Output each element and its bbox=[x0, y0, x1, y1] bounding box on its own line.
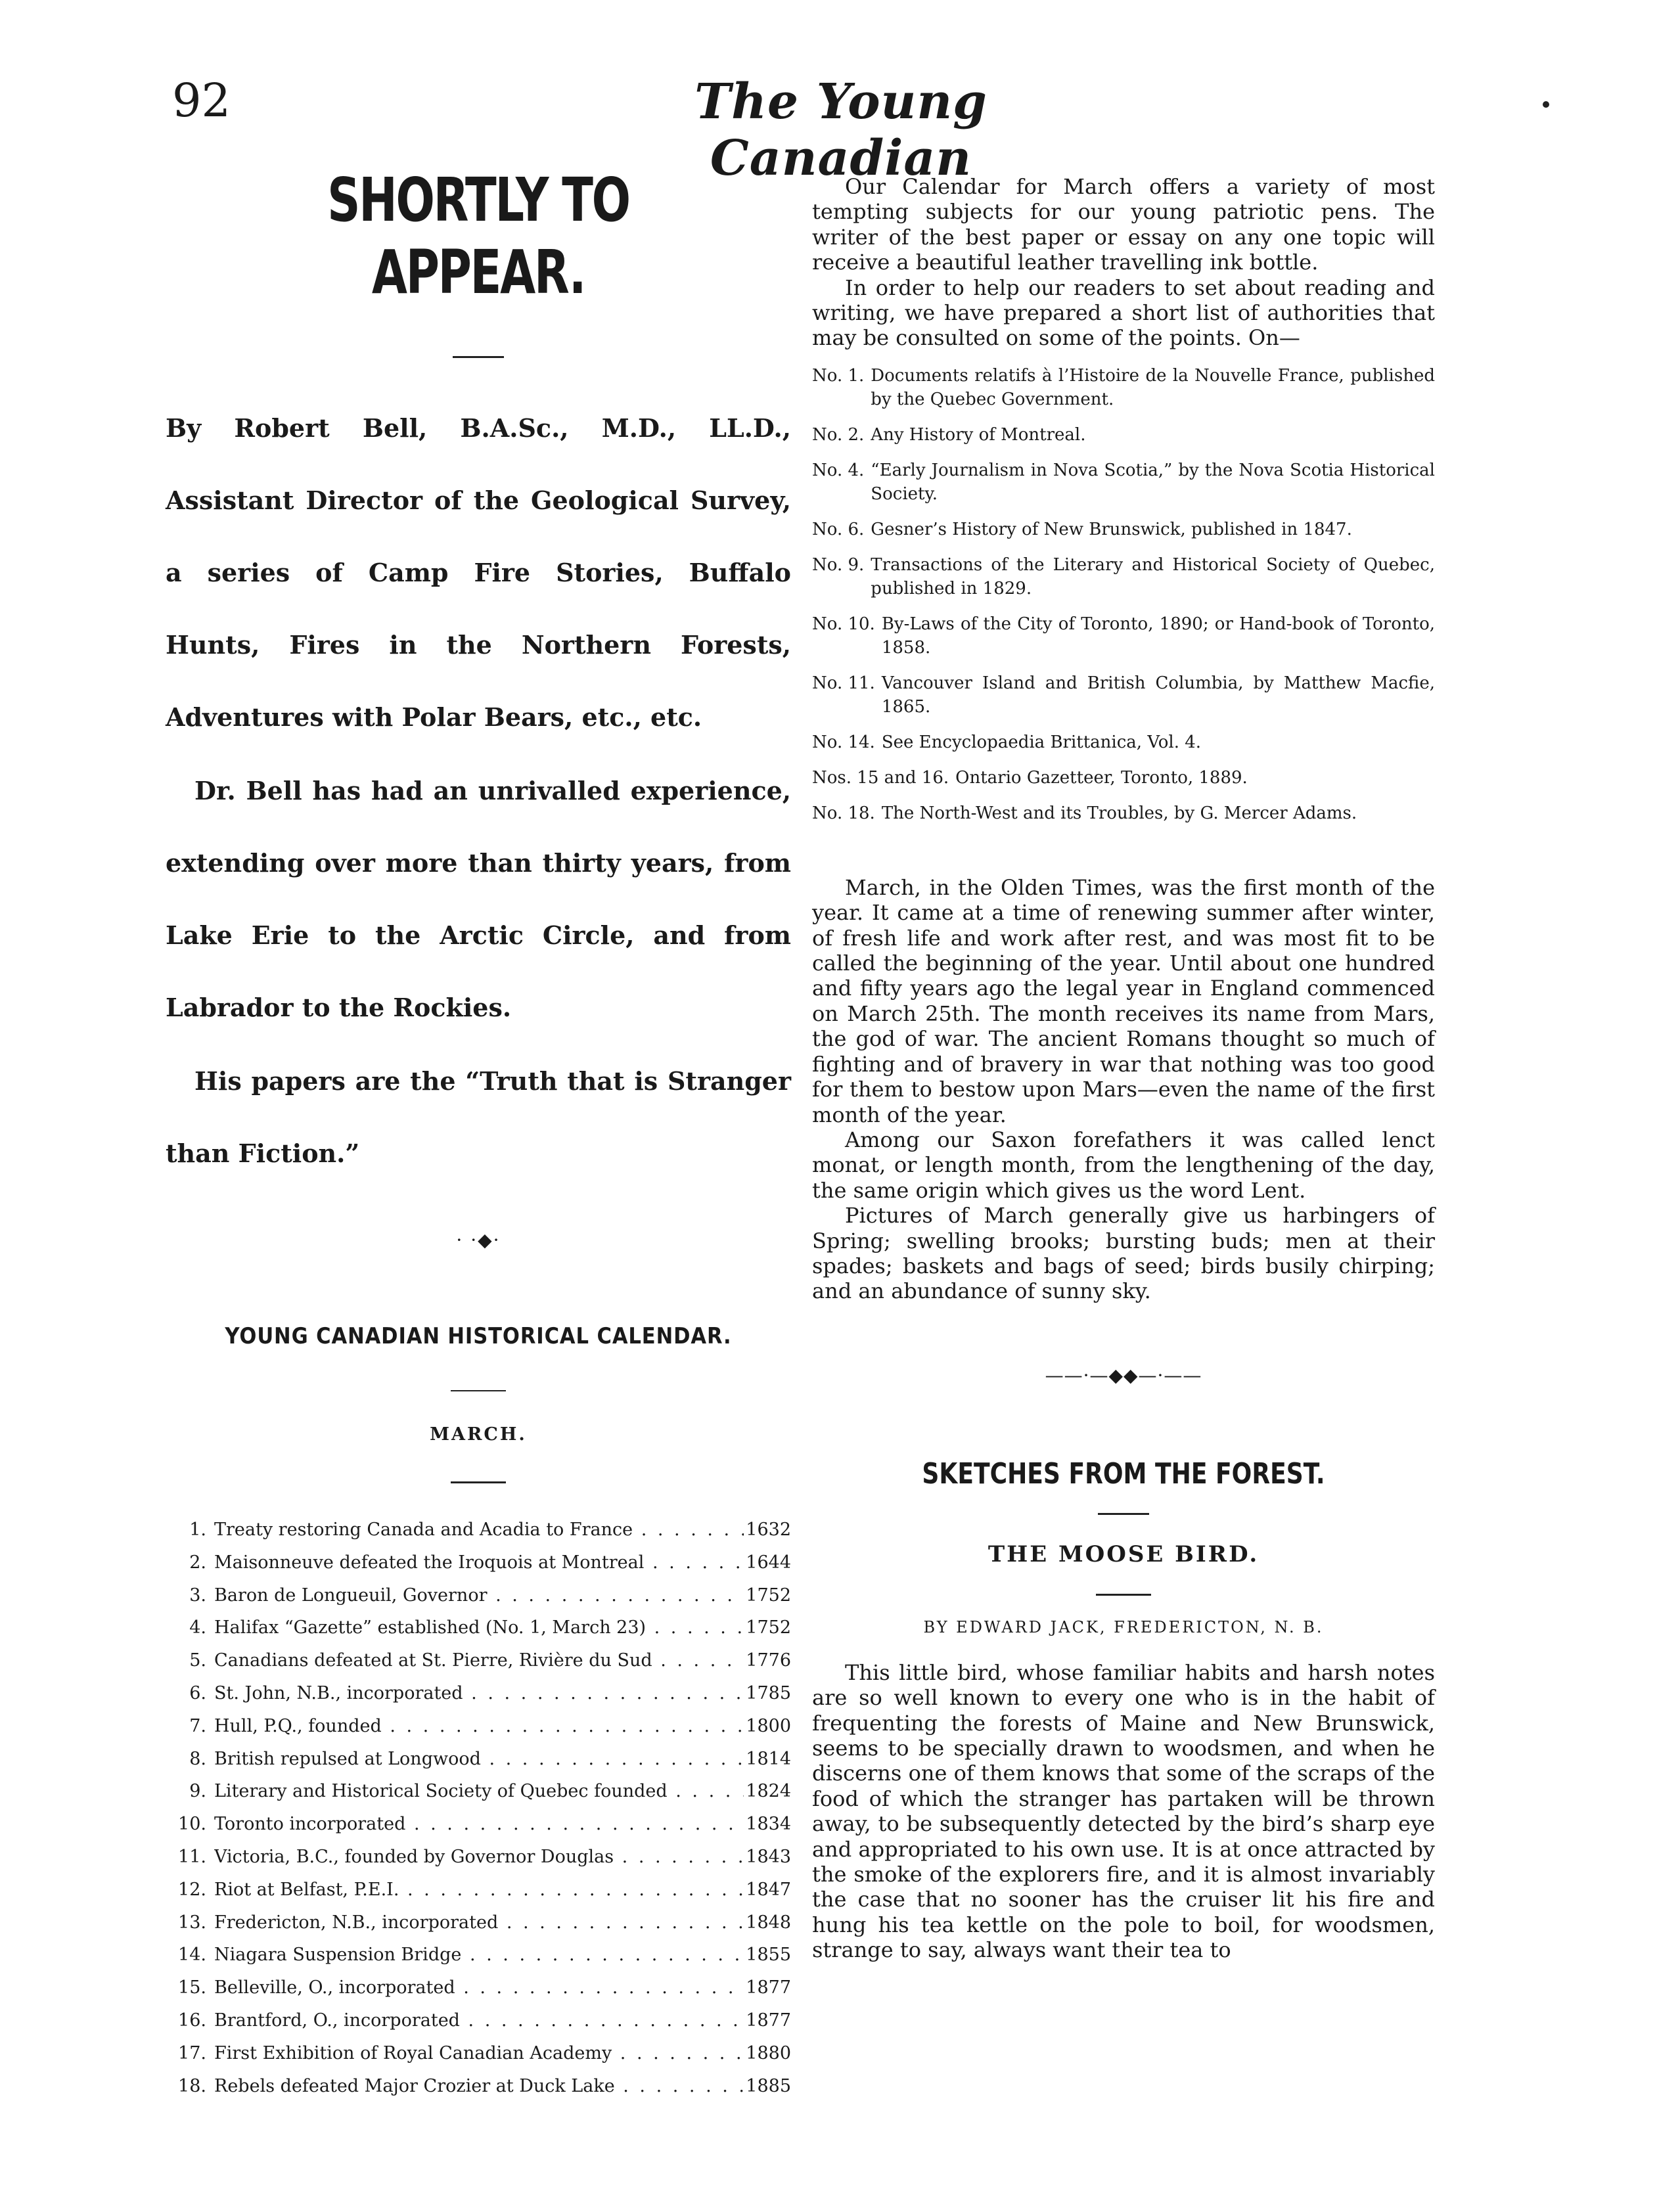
calendar-item bbox=[166, 2037, 791, 2070]
calendar-item-event: Victoria, B.C., founded by Governor Douglas . . bbox=[214, 1841, 744, 1874]
left-column bbox=[166, 164, 791, 2102]
calendar-item bbox=[166, 1808, 791, 1841]
calendar-item bbox=[166, 2004, 791, 2037]
calendar-item-year: 1877 bbox=[746, 1977, 791, 1998]
calendar-item-number: 13. bbox=[178, 1912, 206, 1933]
calendar-item bbox=[166, 1644, 791, 1677]
calendar-item-number: 15. bbox=[178, 1977, 206, 1998]
authority-item bbox=[812, 612, 1435, 660]
authority-text: Vancouver Island and British Columbia, by Matthew Macfie, 1865. bbox=[881, 673, 1435, 717]
sketches-subheading: THE MOOSE BIRD. bbox=[988, 1541, 1260, 1567]
authority-text: Transactions of the Literary and Historical Society of Quebec, published in 1829. bbox=[871, 554, 1435, 598]
calendar-item bbox=[166, 2070, 791, 2103]
calendar-item bbox=[166, 1611, 791, 1644]
calendar-item-number: 14. bbox=[178, 1945, 206, 1966]
authority-number: No. 9. bbox=[812, 554, 865, 575]
authority-number: No. 11. bbox=[812, 673, 875, 693]
authority-item bbox=[812, 459, 1435, 506]
calendar-item-number: 18. bbox=[178, 2075, 206, 2096]
calendar-item-year: 1644 bbox=[746, 1552, 791, 1573]
announcement-paragraph: Dr. Bell has had an unrivalled experience, extending over more than thirty years, from Lake Erie to the Arctic Circle, and from Labrador to the Rockies. bbox=[166, 776, 791, 1022]
march-article-paragraph: Among our Saxon forefathers it was called lenct monat, or length month, from the lengthening of the day, the same origin which gives us the word Lent. bbox=[812, 1127, 1435, 1203]
calendar-item-year: 1834 bbox=[746, 1814, 791, 1835]
authority-item bbox=[812, 766, 1435, 790]
calendar-item-number: 12. bbox=[178, 1879, 206, 1900]
calendar-item bbox=[166, 1743, 791, 1776]
authority-text: Any History of Montreal. bbox=[871, 424, 1086, 445]
calendar-item-year: 1824 bbox=[746, 1781, 791, 1802]
calendar-item-number: 17. bbox=[178, 2042, 206, 2063]
calendar-item-event: Baron de Longueuil, Governor . . bbox=[214, 1579, 744, 1612]
calendar-item-number: 9. bbox=[189, 1781, 206, 1802]
calendar-item-event: Brantford, O., incorporated . . bbox=[214, 2004, 744, 2037]
moose-bird-paragraph: This little bird, whose familiar habits and harsh notes are so well known to every one who is in the habit of frequenting the forests of Maine and New Brunswick, seems to be specially drawn to woodsmen, and when he discerns one of them knows that some of the scraps of the food of which the stranger has partaken will be thrown away, to be subsequently detected by the bird’s sharp eye and appropriated to his own use. It is at once attracted by the smoke of the explorers fire, and it is almost invariably the case that no sooner has the cruiser lit his fire and hung his tea kettle on the pole to boil, for woodsmen, strange to say, always want their tea to bbox=[812, 1659, 1435, 1963]
calendar-item bbox=[166, 1677, 791, 1710]
announcement-heading: SHORTLY TO APPEAR. bbox=[327, 165, 629, 307]
authority-text: Documents relatifs à l’Histoire de la Nouvelle France, published by the Quebec Government. bbox=[871, 365, 1435, 409]
calendar-item-number: 10. bbox=[178, 1814, 206, 1835]
calendar-item bbox=[166, 1514, 791, 1546]
calendar-heading: YOUNG CANADIAN HISTORICAL CALENDAR. bbox=[225, 1323, 732, 1349]
authority-text: Ontario Gazetteer, Toronto, 1889. bbox=[955, 767, 1248, 788]
calendar-item-event: Halifax “Gazette” established (No. 1, March 23) . . bbox=[214, 1611, 744, 1644]
calendar-item bbox=[166, 1710, 791, 1743]
authority-item bbox=[812, 518, 1435, 541]
calendar-list bbox=[166, 1514, 791, 2102]
authority-number: No. 18. bbox=[812, 803, 875, 823]
calendar-item-year: 1880 bbox=[746, 2042, 791, 2063]
calendar-item-number: 1. bbox=[189, 1520, 206, 1540]
calendar-item bbox=[166, 1841, 791, 1874]
calendar-item-event: First Exhibition of Royal Canadian Academy . . bbox=[214, 2037, 744, 2070]
calendar-item-year: 1847 bbox=[746, 1879, 791, 1900]
calendar-intro-paragraph: Our Calendar for March offers a variety of most tempting subjects for our young patriotic pens. The writer of the best paper or essay on any one topic will receive a beautiful leather travelling ink bottle. bbox=[812, 174, 1435, 275]
authority-number: No. 4. bbox=[812, 460, 865, 480]
sketches-heading: SKETCHES FROM THE FOREST. bbox=[922, 1456, 1325, 1491]
page-number: 92 bbox=[172, 74, 231, 127]
calendar-item-year: 1800 bbox=[746, 1715, 791, 1736]
calendar-item-event: Fredericton, N.B., incorporated . . bbox=[214, 1906, 744, 1939]
calendar-item bbox=[166, 1546, 791, 1579]
authority-number: No. 10. bbox=[812, 614, 875, 634]
authority-number: No. 1. bbox=[812, 365, 865, 386]
calendar-item bbox=[166, 1775, 791, 1808]
calendar-intro-paragraph: In order to help our readers to set about reading and writing, we have prepared a short list of authorities that may be consulted on some of the points. On— bbox=[812, 275, 1435, 351]
calendar-item-event: St. John, N.B., incorporated . . bbox=[214, 1677, 744, 1710]
calendar-item-number: 11. bbox=[178, 1846, 206, 1867]
calendar-item-number: 16. bbox=[178, 2010, 206, 2031]
calendar-item-number: 8. bbox=[189, 1748, 206, 1769]
article-byline: BY EDWARD JACK, FREDERICTON, N. B. bbox=[923, 1617, 1324, 1636]
authorities-list bbox=[812, 364, 1435, 825]
calendar-item bbox=[166, 1939, 791, 1971]
calendar-item-year: 1877 bbox=[746, 2010, 791, 2031]
authority-text: By-Laws of the City of Toronto, 1890; or Hand-book of Toronto, 1858. bbox=[881, 614, 1435, 658]
calendar-item bbox=[166, 1874, 791, 1906]
calendar-item bbox=[166, 1579, 791, 1612]
calendar-item-number: 2. bbox=[189, 1552, 206, 1573]
calendar-item bbox=[166, 1906, 791, 1939]
calendar-item-year: 1814 bbox=[746, 1748, 791, 1769]
calendar-item-year: 1752 bbox=[746, 1617, 791, 1638]
authority-number: No. 2. bbox=[812, 424, 865, 445]
calendar-item-year: 1752 bbox=[746, 1585, 791, 1606]
calendar-item-event: Toronto incorporated . . bbox=[214, 1808, 744, 1841]
announcement-paragraph: By Robert Bell, B.A.Sc., M.D., LL.D., Assistant Director of the Geological Survey, a series of Camp Fire Stories, Buffalo Hunts, Fires in the Northern Forests, Adventures with Polar Bears, etc., etc. bbox=[166, 413, 791, 732]
authority-item bbox=[812, 671, 1435, 719]
authority-text: Gesner’s History of New Brunswick, published in 1847. bbox=[871, 519, 1352, 539]
calendar-item-number: 4. bbox=[189, 1617, 206, 1638]
authority-number: Nos. 15 and 16. bbox=[812, 767, 949, 788]
calendar-item-number: 7. bbox=[189, 1715, 206, 1736]
calendar-item-year: 1855 bbox=[746, 1945, 791, 1966]
announcement-paragraph: His papers are the “Truth that is Stranger than Fiction.” bbox=[166, 1066, 791, 1168]
calendar-item-event: British repulsed at Longwood . . bbox=[214, 1743, 744, 1776]
authority-item bbox=[812, 801, 1435, 825]
calendar-item-event: Canadians defeated at St. Pierre, Rivière du Sud . . bbox=[214, 1644, 744, 1677]
authority-item bbox=[812, 731, 1435, 754]
calendar-month: MARCH. bbox=[430, 1424, 527, 1445]
calendar-item-event: Maisonneuve defeated the Iroquois at Montreal . . bbox=[214, 1546, 744, 1579]
section-ornament: · ·◆· bbox=[456, 1229, 501, 1251]
authority-text: See Encyclopaedia Brittanica, Vol. 4. bbox=[881, 732, 1202, 752]
authority-text: The North-West and its Troubles, by G. Mercer Adams. bbox=[881, 803, 1357, 823]
calendar-item-event: Riot at Belfast, P.E.I. . . bbox=[214, 1874, 744, 1906]
calendar-item-year: 1885 bbox=[746, 2075, 791, 2096]
calendar-item-event: Hull, P.Q., founded . . bbox=[214, 1710, 744, 1743]
masthead-title: The Young Canadian bbox=[694, 74, 988, 187]
calendar-item-event: Rebels defeated Major Crozier at Duck Lake . . bbox=[214, 2070, 744, 2103]
calendar-item-year: 1776 bbox=[746, 1650, 791, 1671]
calendar-item-event: Belleville, O., incorporated . . bbox=[214, 1971, 744, 2004]
calendar-item-number: 3. bbox=[189, 1585, 206, 1606]
calendar-item-year: 1632 bbox=[746, 1520, 791, 1540]
section-ornament-rule: ——·—◆◆—·—— bbox=[1045, 1364, 1202, 1386]
calendar-item-event: Niagara Suspension Bridge . . bbox=[214, 1939, 744, 1971]
calendar-item-number: 5. bbox=[189, 1650, 206, 1671]
calendar-item-year: 1785 bbox=[746, 1682, 791, 1703]
right-column bbox=[812, 174, 1435, 1963]
march-article-paragraph: Pictures of March generally give us harbingers of Spring; swelling brooks; bursting buds; men at their spades; baskets and bags of seed; birds busily chirping; and an abundance of sunny sky. bbox=[812, 1203, 1435, 1304]
calendar-item-year: 1848 bbox=[746, 1912, 791, 1933]
print-speck bbox=[1543, 101, 1549, 108]
authority-number: No. 14. bbox=[812, 732, 875, 752]
calendar-item-event: Literary and Historical Society of Quebec founded . . bbox=[214, 1775, 744, 1808]
calendar-item-event: Treaty restoring Canada and Acadia to France . . bbox=[214, 1514, 744, 1546]
calendar-item-year: 1843 bbox=[746, 1846, 791, 1867]
calendar-item bbox=[166, 1971, 791, 2004]
authority-number: No. 6. bbox=[812, 519, 865, 539]
authority-item bbox=[812, 423, 1435, 447]
calendar-item-number: 6. bbox=[189, 1682, 206, 1703]
authority-item bbox=[812, 364, 1435, 411]
authority-text: “Early Journalism in Nova Scotia,” by the Nova Scotia Historical Society. bbox=[871, 460, 1435, 504]
march-article-paragraph: March, in the Olden Times, was the first month of the year. It came at a time of renewing summer after winter, of fresh life and work after rest, and was most fit to be called the beginning of the year. Until about one hundred and fifty years ago the legal year in England commenced on March 25th. The month receives its name from Mars, the god of war. The ancient Romans thought so much of fighting and of bravery in war that nothing was too good for them to bestow upon Mars—even the name of the first month of the year. bbox=[812, 874, 1435, 1127]
authority-item bbox=[812, 553, 1435, 600]
